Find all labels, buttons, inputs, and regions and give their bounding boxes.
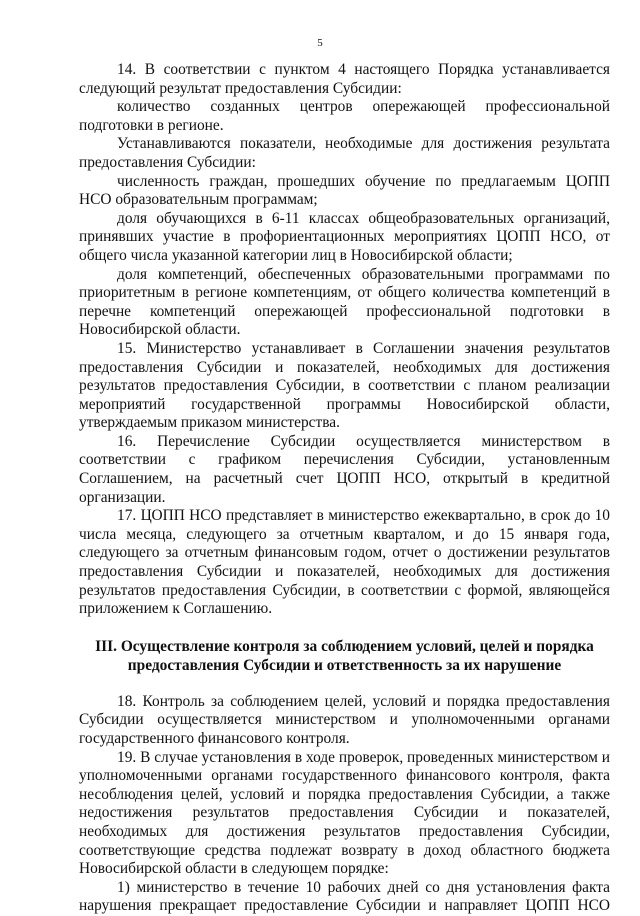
section-heading-line-2: предоставления Субсидии и ответственность за их нарушение — [127, 656, 562, 674]
paragraph-15: 15. Министерство устанавливает в Соглашении значения результатов предоставления Субсидии и показателей, необходимых для достижения результатов предоставления Субсидии, в соответствии с планом реализации мероприятий государственной программы Новосибирской области, утверждаемым приказом министерства. — [79, 339, 610, 432]
paragraph-indicator-1: численность граждан, прошедших обучение по предлагаемым ЦОПП НСО образовательным программам; — [79, 172, 610, 209]
section-heading — [79, 637, 610, 675]
paragraph-indicators-intro: Устанавливаются показатели, необходимые для достижения результата предоставления Субсидии: — [79, 135, 610, 171]
paragraph-14: 14. В соответствии с пунктом 4 настоящего Порядка устанавливается следующий результат предоставления Субсидии: — [79, 61, 610, 97]
paragraph-indicator-3: доля компетенций, обеспеченных образовательными программами по приоритетным в регионе компетенциям, от общего количества компетенций в перечне компетенций опережающей профессиональной подготовки в Новосибирской области. — [79, 265, 610, 339]
paragraph-16: 16. Перечисление Субсидии осуществляется министерством в соответствии с графиком перечисления Субсидии, установленным Соглашением, на расчетный счет ЦОПП НСО, открытый в кредитной организации. — [79, 432, 610, 506]
page-number: 5 — [317, 37, 323, 49]
paragraph-result-item: количество созданных центров опережающей профессиональной подготовки в регионе. — [79, 98, 610, 134]
paragraph-18: 18. Контроль за соблюдением целей, условий и порядка предоставления Субсидии осуществляется министерством и уполномоченными органами государственного финансового контроля. — [79, 692, 610, 747]
document-body — [79, 61, 610, 916]
paragraph-19-item-1: 1) министерство в течение 10 рабочих дней со дня установления факта нарушения прекращает предоставление Субсидии и направляет ЦОПП НСО — [79, 878, 610, 915]
section-heading-line-1: III. Осуществление контроля за соблюдением условий, целей и порядка — [95, 637, 594, 655]
paragraph-17: 17. ЦОПП НСО представляет в министерство ежеквартально, в срок до 10 числа месяца, следующего за отчетным кварталом, и до 15 января года, следующего за отчетным финансовым годом, отчет о достижении результатов предоставления Субсидии и показателей, необходимых для достижения результатов предоставления Субсидии, в соответствии с формой, являющейся приложением к Соглашению. — [79, 507, 610, 618]
paragraph-19: 19. В случае установления в ходе проверок, проведенных министерством и уполномоченными органами государственного финансового контроля, факта несоблюдения целей, условий и порядка предоставления Субсидии, а также недостижения результатов предоставления Субсидии и показателей, необходимых для достижения результатов предоставления Субсидии, соответствующие средства подлежат возврату в доход областного бюджета Новосибирской области в следующем порядке: — [79, 748, 610, 878]
paragraph-indicator-2: доля обучающихся в 6-11 классах общеобразовательных организаций, принявших участие в профориентационных мероприятиях ЦОПП НСО, от общего числа указанной категории лиц в Новосибирской области; — [79, 209, 610, 264]
